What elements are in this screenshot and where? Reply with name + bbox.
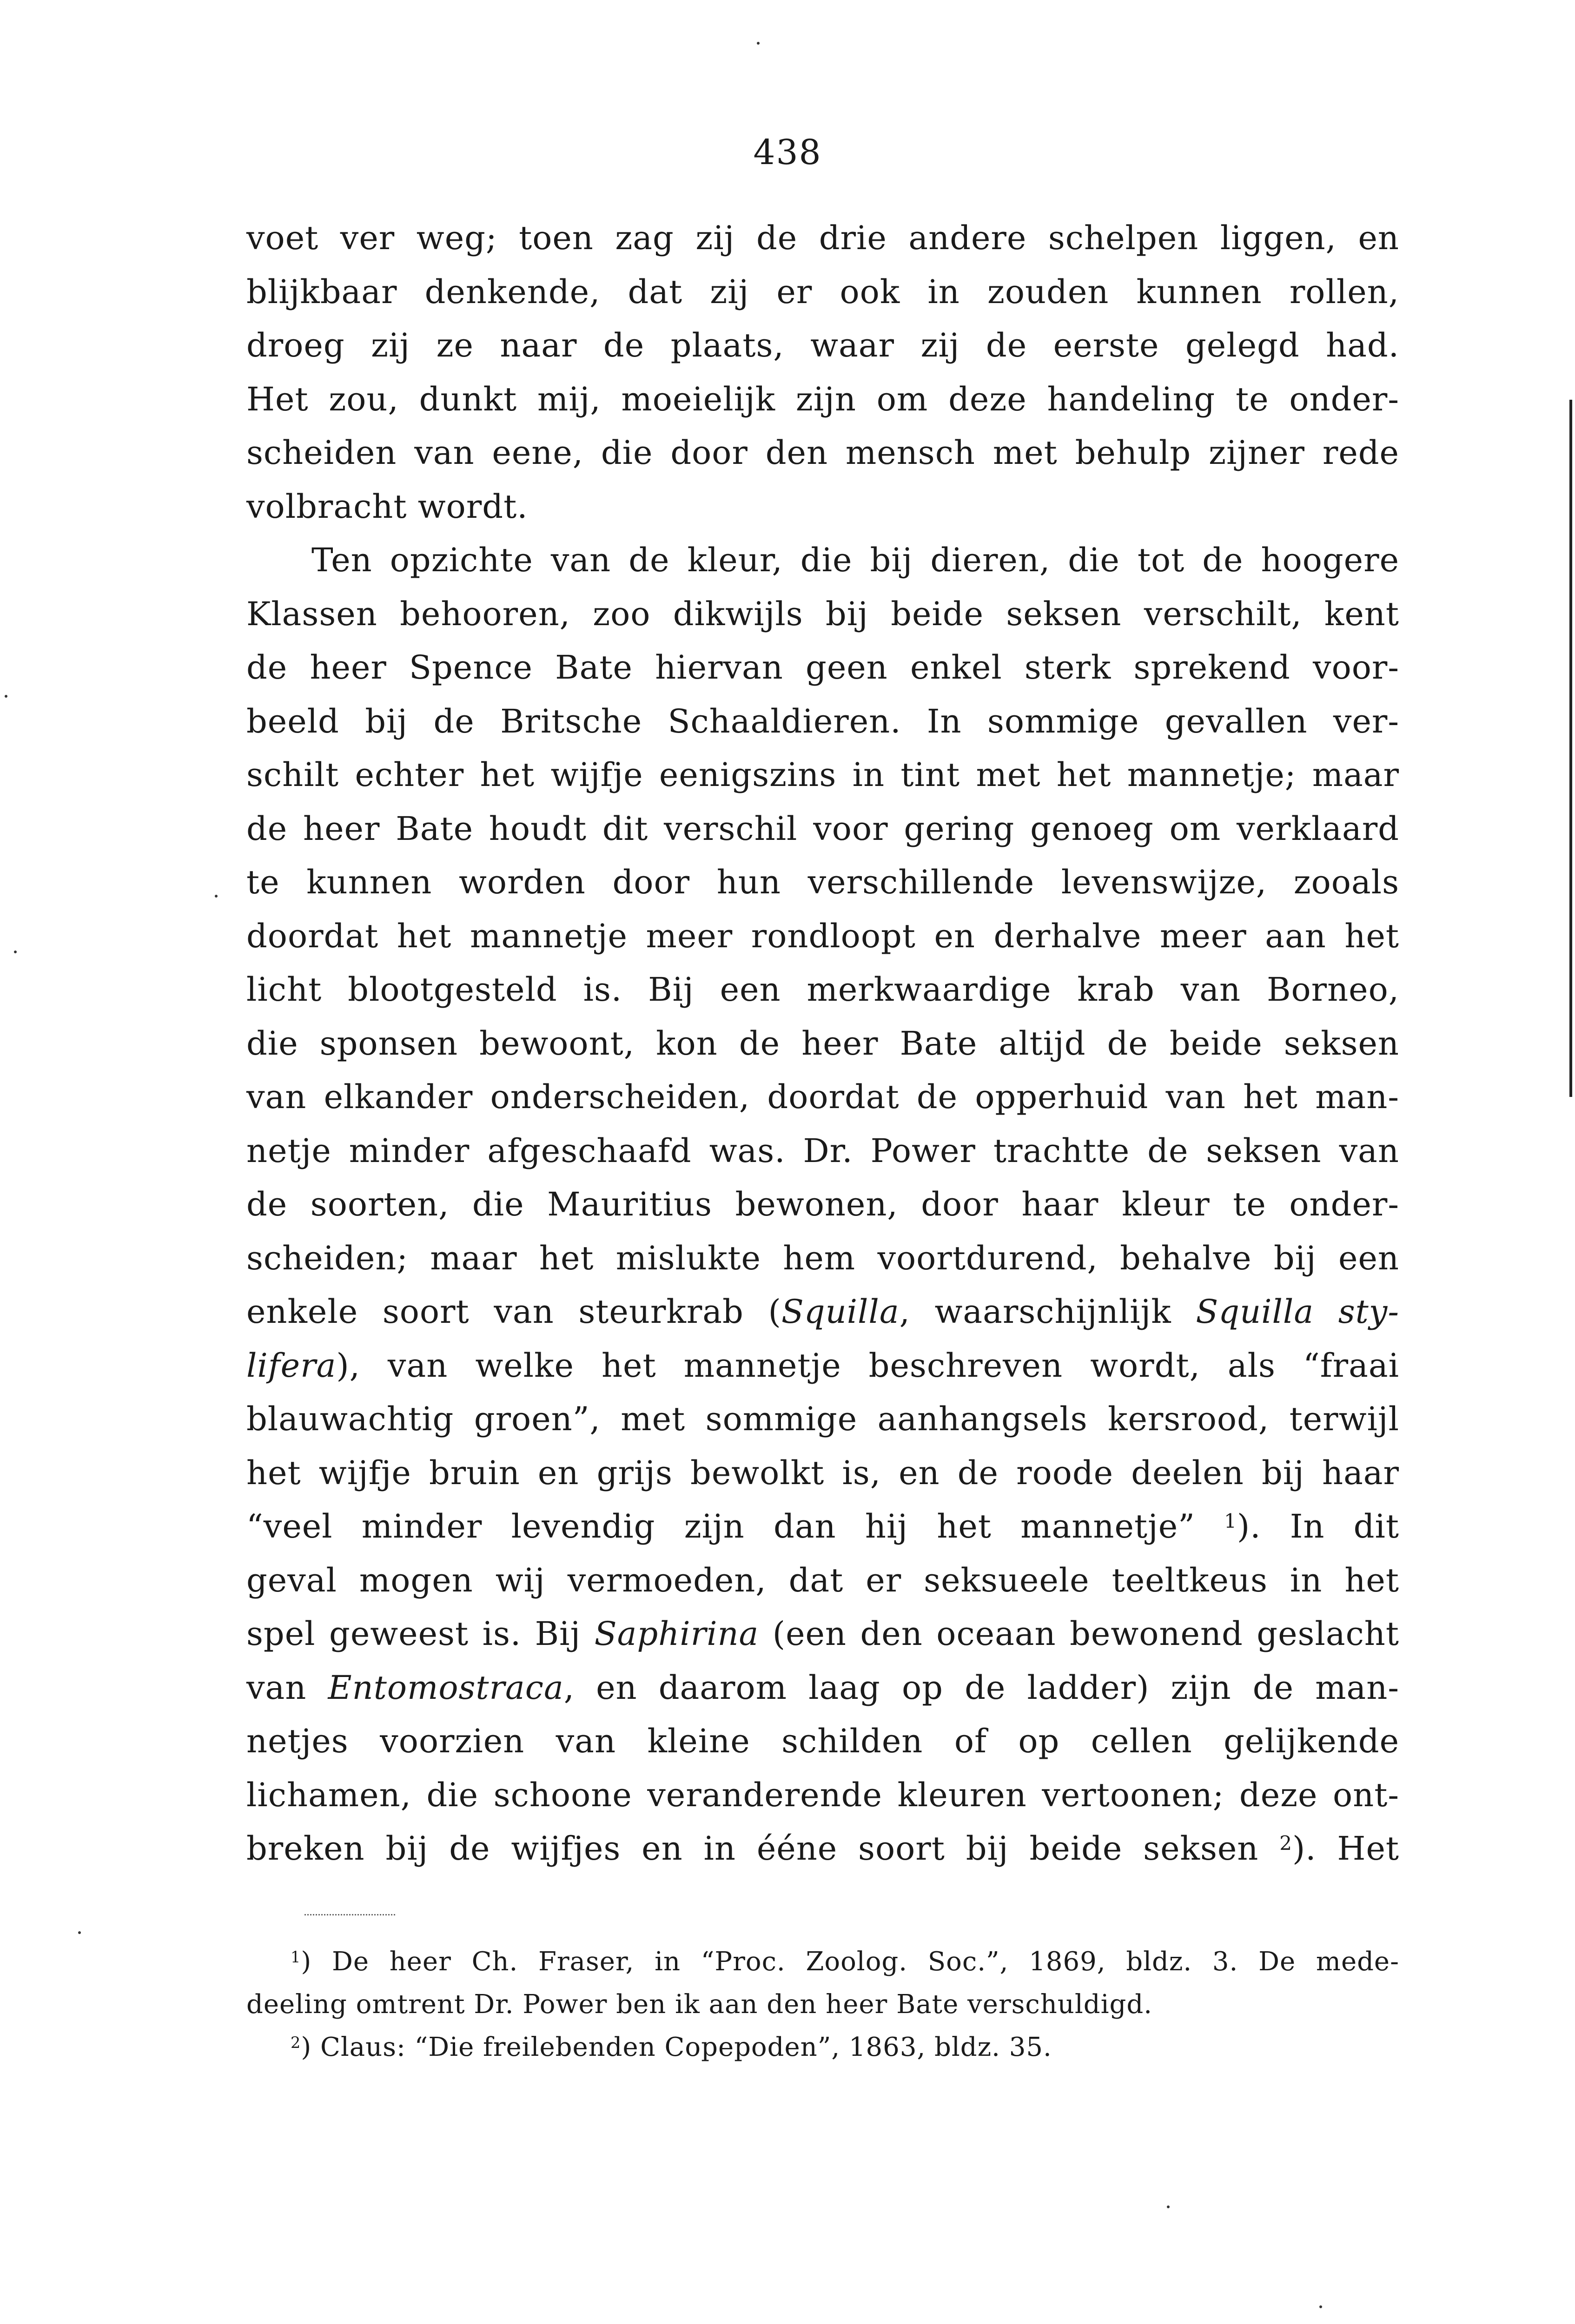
text-line: het wijfje bruin en grijs bewolkt is, en de roode deelen bij haar xyxy=(246,1453,1399,1492)
text-line: de heer Spence Bate hiervan geen enkel sterk sprekend voor- xyxy=(246,648,1399,687)
italic-taxon: Squilla xyxy=(781,1293,900,1331)
footnote-1 xyxy=(246,1941,1399,1983)
paragraph-end-line: volbracht wordt. xyxy=(246,487,528,526)
text-run: breken bij de wijfjes en in ééne soort bij beide seksen xyxy=(246,1829,1280,1868)
footnote-marker: 2 xyxy=(291,2034,301,2052)
text-line-with-italics xyxy=(246,1339,1399,1393)
text-run: ), van welke het mannetje beschreven wordt, als “fraai xyxy=(336,1346,1399,1385)
text-line: netjes voorzien van kleine schilden of op cellen gelijkende xyxy=(246,1722,1399,1760)
text-run: , waarschijnlijk xyxy=(899,1293,1196,1331)
footnote-marker: 1 xyxy=(291,1948,301,1967)
body-text xyxy=(246,211,1399,1876)
scan-speck xyxy=(1319,2305,1322,2308)
text-run: , en daarom laag op de ladder) zijn de man- xyxy=(563,1668,1399,1707)
text-line: de soorten, die Mauritius bewonen, door haar kleur te onder- xyxy=(246,1185,1399,1223)
scan-speck xyxy=(14,951,17,953)
scan-margin-edge xyxy=(1569,400,1572,1097)
text-run: spel geweest is. Bij xyxy=(246,1615,595,1653)
scan-speck xyxy=(757,42,760,45)
footnote-1-continuation: deeling omtrent Dr. Power ben ik aan den heer Bate verschuldigd. xyxy=(246,1989,1152,2020)
text-run: ). In dit xyxy=(1237,1507,1399,1545)
text-run: “veel minder levendig zijn dan hij het mannetje” xyxy=(246,1507,1224,1545)
italic-taxon: Entomostraca xyxy=(328,1668,564,1707)
text-line: lichamen, die schoone veranderende kleuren vertoonen; deze ont- xyxy=(246,1776,1399,1814)
text-line-with-italics xyxy=(246,1661,1399,1715)
scan-speck xyxy=(78,1931,81,1934)
text-line: doordat het mannetje meer rondloopt en derhalve meer aan het xyxy=(246,917,1399,955)
footnote-text: ) De heer Ch. Fraser, in “Proc. Zoolog. Soc.”, 1869, bldz. 3. De mede- xyxy=(301,1947,1399,1977)
italic-taxon: Saphirina xyxy=(594,1615,759,1653)
text-line: scheiden van eene, die door den mensch met behulp zijner rede xyxy=(246,434,1399,472)
text-line: Klassen behooren, zoo dikwijls bij beide seksen verschilt, kent xyxy=(246,594,1399,633)
text-line: Het zou, dunkt mij, moeielijk zijn om deze handeling te onder- xyxy=(246,380,1399,418)
text-line: de heer Bate houdt dit verschil voor gering genoeg om verklaard xyxy=(246,809,1399,848)
text-line: geval mogen wij vermoeden, dat er seksueele teeltkeus in het xyxy=(246,1561,1399,1599)
footnote-ref: 1 xyxy=(1224,1510,1237,1532)
text-line: van elkander onderscheiden, doordat de opperhuid van het man- xyxy=(246,1078,1399,1116)
text-line: die sponsen bewoont, kon de heer Bate altijd de beide seksen xyxy=(246,1024,1399,1063)
footnote-2 xyxy=(246,2026,1399,2069)
text-line: te kunnen worden door hun verschillende levenswijze, zooals xyxy=(246,863,1399,901)
text-line-with-italics xyxy=(246,1607,1399,1661)
text-line: droeg zij ze naar de plaats, waar zij de eerste gelegd had. xyxy=(246,326,1399,364)
text-line: netje minder afgeschaafd was. Dr. Power trachtte de seksen van xyxy=(246,1131,1399,1170)
footnote-text: ) Claus: “Die freilebenden Copepoden”, 1863, bldz. 35. xyxy=(301,2032,1052,2062)
text-run: enkele soort van steurkrab ( xyxy=(246,1293,781,1331)
paragraph-start-line: Ten opzichte van de kleur, die bij dieren, die tot de hoogere xyxy=(311,541,1399,579)
text-line-with-italics xyxy=(246,1285,1399,1339)
italic-taxon: lifera xyxy=(246,1346,337,1385)
text-line: beeld bij de Britsche Schaaldieren. In sommige gevallen ver- xyxy=(246,702,1399,740)
scan-speck xyxy=(215,895,218,898)
text-line: licht blootgesteld is. Bij een merkwaardige krab van Borneo, xyxy=(246,971,1399,1009)
footnotes xyxy=(246,1941,1399,2069)
scan-speck xyxy=(1167,2205,1170,2208)
text-line: scheiden; maar het mislukte hem voortdurend, behalve bij een xyxy=(246,1239,1399,1277)
text-run: ). Het xyxy=(1292,1829,1400,1868)
scan-speck xyxy=(5,695,7,698)
text-line-with-footnote-ref xyxy=(246,1822,1399,1876)
footnote-separator xyxy=(304,1914,395,1915)
text-run: van xyxy=(246,1668,328,1707)
footnote-ref: 2 xyxy=(1279,1832,1292,1855)
text-line: blijkbaar denkende, dat zij er ook in zouden kunnen rollen, xyxy=(246,272,1399,311)
text-line-with-footnote-ref xyxy=(246,1500,1399,1554)
italic-taxon: Squilla sty- xyxy=(1196,1293,1399,1331)
text-line: voet ver weg; toen zag zij de drie andere schelpen liggen, en xyxy=(246,219,1399,257)
text-line: schilt echter het wijfje eenigszins in tint met het mannetje; maar xyxy=(246,756,1399,794)
page-number: 438 xyxy=(753,132,822,172)
text-run: (een den oceaan bewonend geslacht xyxy=(759,1615,1399,1653)
text-line: blauwachtig groen”, met sommige aanhangsels kersrood, terwijl xyxy=(246,1400,1399,1438)
